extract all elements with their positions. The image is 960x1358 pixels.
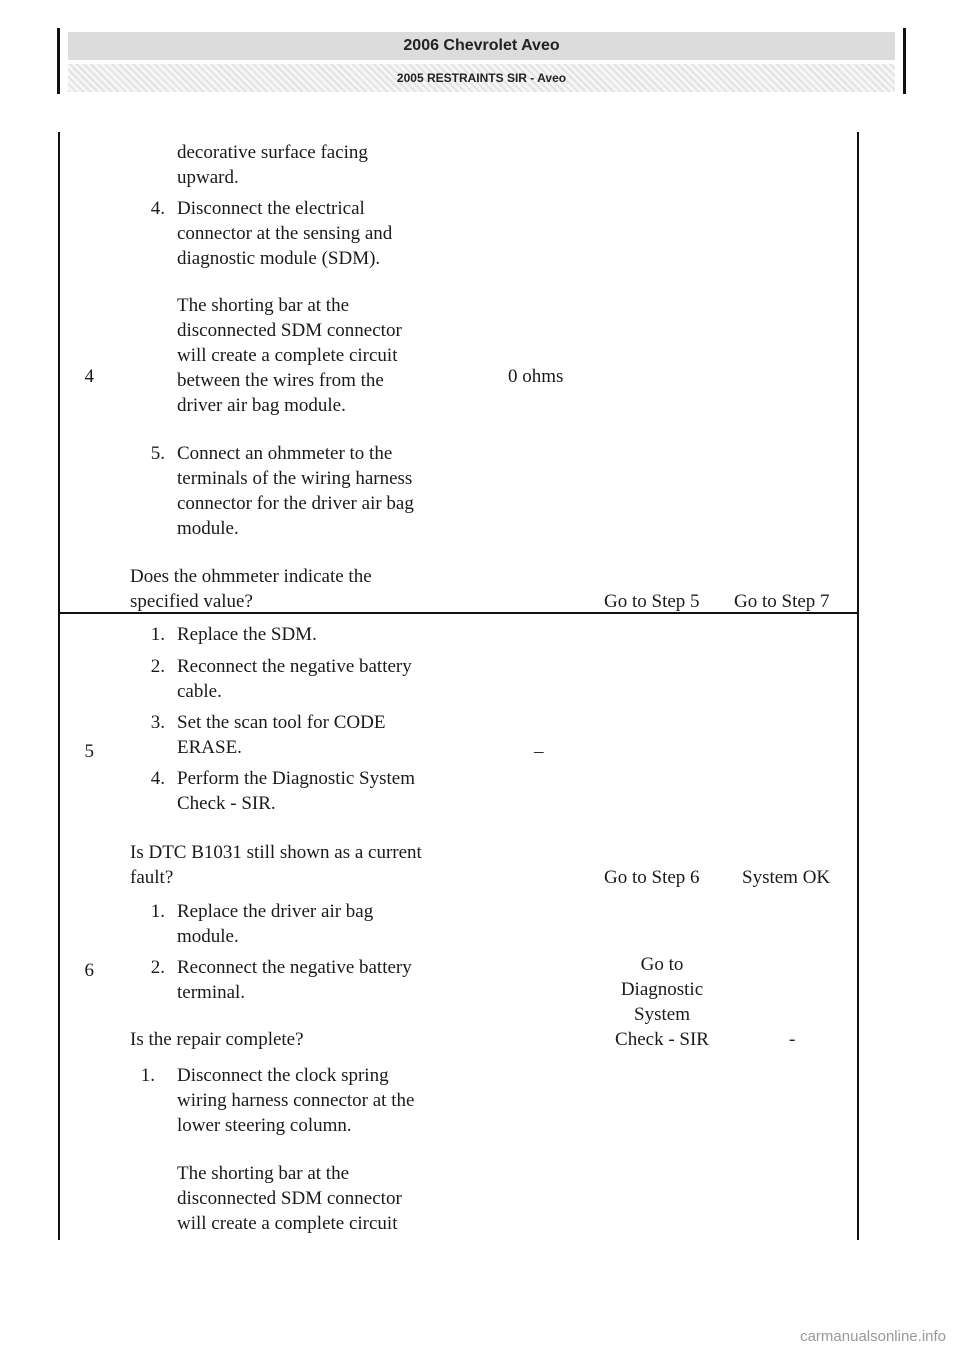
instruction-text: Check - SIR. xyxy=(177,793,276,814)
question-text: fault? xyxy=(130,867,174,888)
list-number: 4. xyxy=(150,768,165,789)
value-cell: – xyxy=(534,741,544,762)
instruction-text: Replace the SDM. xyxy=(177,624,317,645)
yes-action: System xyxy=(634,1004,690,1025)
no-action: Go to Step 7 xyxy=(734,591,830,612)
list-number: 1. xyxy=(150,624,165,645)
question-text: Is DTC B1031 still shown as a current xyxy=(130,842,422,863)
list-number: 2. xyxy=(150,656,165,677)
question-text: Is the repair complete? xyxy=(130,1029,304,1050)
instruction-text: diagnostic module (SDM). xyxy=(177,248,381,269)
yes-action: Diagnostic xyxy=(620,979,704,1000)
note-text: The shorting bar at the xyxy=(177,1163,350,1184)
table-border-right xyxy=(857,132,859,1240)
instruction-text: wiring harness connector at the xyxy=(177,1090,415,1111)
yes-action: Go to Step 6 xyxy=(604,867,700,888)
step-number: 5 xyxy=(84,741,94,762)
instruction-text: connector at the sensing and xyxy=(177,223,393,244)
instruction-text: module. xyxy=(177,926,239,947)
note-text: between the wires from the xyxy=(177,370,384,391)
note-text: disconnected SDM connector xyxy=(177,1188,402,1209)
step-number: 4 xyxy=(84,366,94,387)
instruction-text: Disconnect the electrical xyxy=(177,198,365,219)
note-text: will create a complete circuit xyxy=(177,345,398,366)
yes-action: Go to xyxy=(640,954,684,975)
page-header xyxy=(57,28,906,94)
instruction-text: module. xyxy=(177,518,239,539)
list-number: 3. xyxy=(150,712,165,733)
instruction-text: terminals of the wiring harness xyxy=(177,468,413,489)
instruction-text: Perform the Diagnostic System xyxy=(177,768,415,789)
table-border-left xyxy=(58,132,60,1240)
watermark: carmanualsonline.info xyxy=(800,1328,946,1345)
yes-action: Check - SIR xyxy=(615,1029,709,1050)
question-text: Does the ohmmeter indicate the xyxy=(130,566,372,587)
list-number: 5. xyxy=(150,443,165,464)
page-title: 2006 Chevrolet Aveo xyxy=(68,32,895,60)
instruction-text: Reconnect the negative battery xyxy=(177,957,412,978)
note-text: will create a complete circuit xyxy=(177,1213,398,1234)
list-number: 4. xyxy=(150,198,165,219)
instruction-text: upward. xyxy=(177,167,239,188)
list-number: 2. xyxy=(150,957,165,978)
instruction-text: terminal. xyxy=(177,982,246,1003)
page-subtitle: 2005 RESTRAINTS SIR - Aveo xyxy=(68,64,895,92)
note-text: The shorting bar at the xyxy=(177,295,350,316)
instruction-text: Reconnect the negative battery xyxy=(177,656,412,677)
instruction-text: Connect an ohmmeter to the xyxy=(177,443,393,464)
instruction-text: connector for the driver air bag xyxy=(177,493,414,514)
step-number: 6 xyxy=(84,960,94,981)
instruction-text: Set the scan tool for CODE xyxy=(177,712,386,733)
instruction-text: cable. xyxy=(177,681,222,702)
note-text: driver air bag module. xyxy=(177,395,346,416)
instruction-text: lower steering column. xyxy=(177,1115,352,1136)
instruction-text: Disconnect the clock spring xyxy=(177,1065,389,1086)
instruction-text: Replace the driver air bag xyxy=(177,901,374,922)
no-action: System OK xyxy=(742,867,831,888)
instruction-text: decorative surface facing xyxy=(177,142,368,163)
instruction-text: ERASE. xyxy=(177,737,242,758)
question-text: specified value? xyxy=(130,591,253,612)
yes-action: Go to Step 5 xyxy=(604,591,700,612)
list-number: 1. xyxy=(140,1065,155,1086)
no-action: - xyxy=(789,1029,796,1050)
note-text: disconnected SDM connector xyxy=(177,320,402,341)
value-cell: 0 ohms xyxy=(508,366,564,387)
list-number: 1. xyxy=(150,901,165,922)
